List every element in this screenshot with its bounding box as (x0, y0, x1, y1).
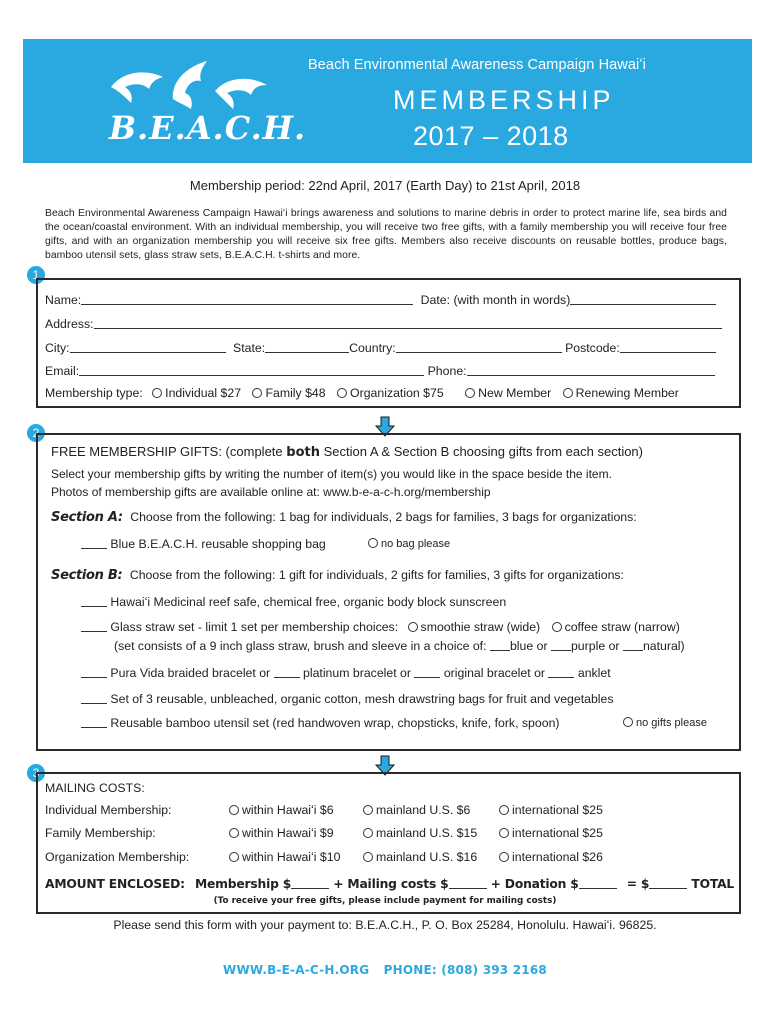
sunscreen-quantity-field[interactable] (81, 595, 107, 607)
gifts-title-bold: both (286, 445, 320, 460)
individual-hawaii-radio[interactable] (229, 805, 239, 815)
original-bracelet-quantity-field[interactable] (414, 666, 440, 678)
mailing-row-label: Family Membership: (45, 826, 156, 840)
bag-quantity-field[interactable] (81, 537, 107, 549)
total-label: TOTAL (691, 877, 735, 891)
anklet-quantity-field[interactable] (548, 666, 574, 678)
sunscreen-row (81, 595, 506, 609)
platinum-bracelet-quantity-field[interactable] (274, 666, 300, 678)
membership-title: MEMBERSHIP (393, 85, 615, 115)
utensil-row (81, 716, 560, 730)
option-label: mainland U.S. $16 (376, 850, 478, 864)
straw-consists-row (114, 639, 685, 653)
smoothie-straw-label: smoothie straw (wide) (420, 620, 541, 634)
option-label: within Hawaiʻi $9 (242, 826, 334, 840)
bag-row (81, 537, 326, 551)
header-banner (23, 39, 752, 163)
individual-mainland-option (363, 803, 470, 817)
braided-bracelet-quantity-field[interactable] (81, 666, 107, 678)
gifts-photos-text: Photos of membership gifts are available online at: www.b-e-a-c-h.org/membership (51, 485, 491, 499)
produce-bags-label: Set of 3 reusable, unbleached, organic cotton, mesh drawstring bags for fruit and vegetables (110, 692, 614, 706)
section-3-badge: 3 (27, 764, 45, 782)
mailing-row-label: Organization Membership: (45, 850, 190, 864)
postcode-field[interactable] (620, 340, 716, 353)
total-amount-field[interactable] (649, 877, 687, 889)
address-row (45, 316, 722, 331)
organization-mainland-option (363, 850, 477, 864)
payment-note: (To receive your free gifts, please include payment for mailing costs) (213, 896, 557, 906)
individual-hawaii-option (229, 803, 334, 817)
straw-quantity-field[interactable] (81, 620, 107, 632)
phone-number: PHONE: (808) 393 2168 (383, 963, 547, 977)
sunscreen-label: Hawaiʻi Medicinal reef safe, chemical free, organic body block sunscreen (110, 595, 507, 609)
option-label: within Hawaiʻi $10 (242, 850, 341, 864)
country-label: Country: (349, 341, 396, 355)
no-bag-option (368, 538, 450, 550)
email-label: Email: (45, 364, 80, 378)
mailing-amount-field[interactable] (449, 877, 487, 889)
family-intl-option (499, 826, 603, 840)
produce-bags-row (81, 692, 614, 706)
state-field[interactable] (265, 340, 349, 353)
intro-paragraph: Beach Environmental Awareness Campaign Hawaiʻi brings awareness and solutions to marine debris in order to protect marine life, sea birds and the ocean/coastal environment. With an individual membership, you will receive two free gifts, with a family membership you will receive four free gifts, and with an organization membership you will receive six free gifts. Members also receive discounts on reusable bottles, produce bags, bamboo utensil sets, glass straw sets, B.E.A.C.H. t-shirts and more. (45, 208, 727, 261)
gifts-title (51, 444, 643, 460)
footer (0, 963, 770, 977)
mailing-row-label: Individual Membership: (45, 803, 172, 817)
membership-amount-label: Membership $ (195, 877, 292, 891)
country-field[interactable] (396, 340, 562, 353)
purple-label: purple or (570, 639, 620, 653)
smoothie-straw-radio[interactable] (408, 622, 418, 632)
postcode-label: Postcode: (565, 341, 620, 355)
organization-intl-radio[interactable] (499, 852, 509, 862)
no-bag-radio[interactable] (368, 538, 378, 548)
campaign-title: Beach Environmental Awareness Campaign Hawaiʻi (308, 57, 647, 73)
website-link[interactable]: WWW.B-E-A-C-H.ORG (223, 963, 370, 977)
organization-mainland-radio[interactable] (363, 852, 373, 862)
date-label: Date: (with month in words) (420, 293, 571, 307)
city-label: City: (45, 341, 70, 355)
section-a-text: Choose from the following: 1 bag for individuals, 2 bags for families, 3 bags for organizations: (130, 510, 637, 524)
bracelet-row (81, 666, 611, 680)
organization-radio[interactable] (337, 388, 347, 398)
platinum-bracelet-label: platinum bracelet or (303, 666, 411, 680)
individual-mainland-radio[interactable] (363, 805, 373, 815)
organization-hawaii-radio[interactable] (229, 852, 239, 862)
option-label: international $25 (512, 826, 603, 840)
dolphins-logo-icon (103, 57, 273, 117)
natural-label: natural) (642, 639, 685, 653)
mailing-row-organization (45, 850, 229, 864)
logo-text: B.E.A.C.H. (109, 109, 307, 147)
new-member-radio[interactable] (465, 388, 475, 398)
straw-label: Glass straw set - limit 1 set per membership choices: (110, 620, 399, 634)
family-intl-radio[interactable] (499, 828, 509, 838)
organization-option-label: Organization $75 (350, 386, 444, 400)
membership-years: 2017 – 2018 (413, 121, 569, 151)
amount-enclosed-label: AMOUNT ENCLOSED: (45, 877, 185, 891)
donation-amount-label: + Donation $ (490, 877, 579, 891)
bag-item-label: Blue B.E.A.C.H. reusable shopping bag (110, 537, 326, 551)
section-a-row (51, 510, 637, 525)
renewing-member-radio[interactable] (563, 388, 573, 398)
state-label: State: (233, 341, 266, 355)
utensil-quantity-field[interactable] (81, 716, 107, 728)
address-field[interactable] (94, 316, 722, 329)
individual-intl-radio[interactable] (499, 805, 509, 815)
renewing-member-label: Renewing Member (575, 386, 679, 400)
option-label: international $26 (512, 850, 603, 864)
mailing-amount-label: + Mailing costs $ (333, 877, 449, 891)
section-b-row (51, 568, 624, 583)
individual-intl-option (499, 803, 603, 817)
option-label: mainland U.S. $15 (376, 826, 478, 840)
equals-label: = $ (626, 877, 650, 891)
anklet-label: anklet (577, 666, 611, 680)
email-row (45, 363, 715, 378)
section-a-label: Section A: (51, 510, 123, 525)
gifts-title-pre: FREE MEMBERSHIP GIFTS: (complete (51, 444, 287, 459)
straw-row (81, 620, 680, 634)
no-bag-label: no bag please (381, 538, 451, 550)
organization-hawaii-option (229, 850, 340, 864)
blue-quantity-field[interactable] (490, 639, 510, 651)
phone-field[interactable] (467, 363, 715, 376)
mailing-row-family (45, 826, 229, 840)
individual-radio[interactable] (152, 388, 162, 398)
produce-bags-quantity-field[interactable] (81, 692, 107, 704)
new-member-label: New Member (478, 386, 552, 400)
original-bracelet-label: original bracelet or (443, 666, 546, 680)
membership-period: Membership period: 22nd April, 2017 (Earth Day) to 21st April, 2018 (189, 178, 581, 193)
amount-enclosed-row (45, 877, 735, 891)
organization-intl-option (499, 850, 603, 864)
family-mainland-option (363, 826, 477, 840)
utensil-label: Reusable bamboo utensil set (red handwoven wrap, chopsticks, knife, fork, spoon) (110, 716, 560, 730)
coffee-straw-radio[interactable] (552, 622, 562, 632)
family-hawaii-option (229, 826, 334, 840)
section-2-badge: 2 (27, 424, 45, 442)
option-label: mainland U.S. $6 (376, 803, 471, 817)
send-instructions: Please send this form with your payment to: B.E.A.C.H., P. O. Box 25284, Honolulu. Hawaiʻi. 96825. (113, 918, 657, 932)
membership-type-label: Membership type: (45, 386, 143, 400)
no-gifts-label: no gifts please (636, 717, 707, 729)
straw-consists-text: (set consists of a 9 inch glass straw, brush and sleeve in a choice of: (114, 639, 487, 653)
no-gifts-option (623, 717, 707, 729)
gifts-select-text: Select your membership gifts by writing the number of item(s) you would like in the space beside the item. (51, 467, 612, 481)
gifts-title-post: Section A & Section B choosing gifts from each section) (319, 444, 643, 459)
address-label: Address: (45, 317, 94, 331)
section-b-label: Section B: (51, 568, 123, 583)
family-radio[interactable] (252, 388, 262, 398)
family-hawaii-radio[interactable] (229, 828, 239, 838)
family-option-label: Family $48 (265, 386, 326, 400)
coffee-straw-label: coffee straw (narrow) (564, 620, 680, 634)
membership-type-row (45, 386, 679, 400)
donation-amount-field[interactable] (579, 877, 617, 889)
mailing-row-individual (45, 803, 229, 817)
name-row (45, 292, 716, 307)
name-field[interactable] (81, 292, 413, 305)
email-field[interactable] (79, 363, 424, 376)
membership-amount-field[interactable] (291, 877, 329, 889)
blue-label: blue or (509, 639, 548, 653)
individual-option-label: Individual $27 (165, 386, 242, 400)
option-label: international $25 (512, 803, 603, 817)
city-row (45, 340, 716, 355)
section-1-badge: 1 (27, 266, 45, 284)
natural-quantity-field[interactable] (623, 639, 643, 651)
phone-label: Phone: (427, 364, 467, 378)
city-field[interactable] (70, 340, 226, 353)
section-b-text: Choose from the following: 1 gift for individuals, 2 gifts for families, 3 gifts for organizations: (129, 568, 624, 582)
family-mainland-radio[interactable] (363, 828, 373, 838)
date-field[interactable] (570, 292, 716, 305)
option-label: within Hawaiʻi $6 (242, 803, 334, 817)
braided-bracelet-label: Pura Vida braided bracelet or (110, 666, 271, 680)
no-gifts-radio[interactable] (623, 717, 633, 727)
purple-quantity-field[interactable] (551, 639, 571, 651)
mailing-costs-title: MAILING COSTS: (45, 781, 145, 795)
name-label: Name: (45, 293, 82, 307)
